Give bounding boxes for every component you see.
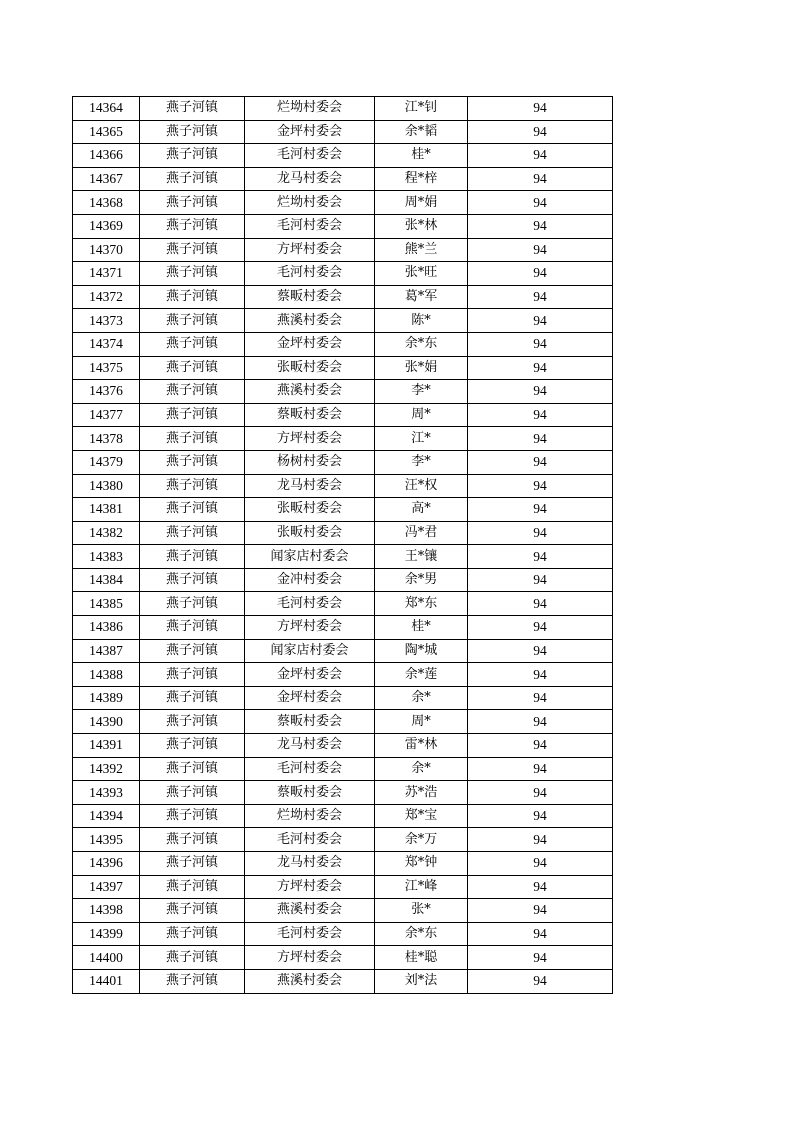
town-cell: 燕子河镇: [140, 663, 245, 687]
score-cell: 94: [468, 686, 613, 710]
person-name-cell: 郑*钟: [375, 852, 468, 876]
person-name-cell: 张*林: [375, 214, 468, 238]
town-cell: 燕子河镇: [140, 852, 245, 876]
row-number-cell: 14371: [73, 262, 140, 286]
score-cell: 94: [468, 922, 613, 946]
village-committee-cell: 烂坳村委会: [245, 804, 375, 828]
score-cell: 94: [468, 450, 613, 474]
table-row: [73, 403, 613, 427]
town-cell: 燕子河镇: [140, 474, 245, 498]
score-cell: 94: [468, 356, 613, 380]
table-row: [73, 167, 613, 191]
person-name-cell: 张*: [375, 899, 468, 923]
town-cell: 燕子河镇: [140, 781, 245, 805]
person-name-cell: 冯*君: [375, 521, 468, 545]
row-number-cell: 14395: [73, 828, 140, 852]
table-row: [73, 568, 613, 592]
person-name-cell: 余*男: [375, 568, 468, 592]
person-name-cell: 余*万: [375, 828, 468, 852]
row-number-cell: 14366: [73, 144, 140, 168]
town-cell: 燕子河镇: [140, 332, 245, 356]
row-number-cell: 14397: [73, 875, 140, 899]
village-committee-cell: 毛河村委会: [245, 592, 375, 616]
town-cell: 燕子河镇: [140, 238, 245, 262]
town-cell: 燕子河镇: [140, 97, 245, 121]
person-name-cell: 陈*: [375, 309, 468, 333]
village-committee-cell: 方坪村委会: [245, 875, 375, 899]
table-row: [73, 120, 613, 144]
score-cell: 94: [468, 852, 613, 876]
row-number-cell: 14372: [73, 285, 140, 309]
town-cell: 燕子河镇: [140, 875, 245, 899]
town-cell: 燕子河镇: [140, 144, 245, 168]
score-cell: 94: [468, 238, 613, 262]
person-name-cell: 江*: [375, 427, 468, 451]
person-name-cell: 李*: [375, 380, 468, 404]
village-committee-cell: 燕溪村委会: [245, 969, 375, 993]
village-committee-cell: 张畈村委会: [245, 521, 375, 545]
score-cell: 94: [468, 545, 613, 569]
score-cell: 94: [468, 734, 613, 758]
score-cell: 94: [468, 639, 613, 663]
table-row: [73, 686, 613, 710]
village-committee-cell: 毛河村委会: [245, 262, 375, 286]
table-row: [73, 144, 613, 168]
table-row: [73, 899, 613, 923]
table-row: [73, 875, 613, 899]
row-number-cell: 14370: [73, 238, 140, 262]
person-name-cell: 江*钊: [375, 97, 468, 121]
village-committee-cell: 龙马村委会: [245, 852, 375, 876]
row-number-cell: 14396: [73, 852, 140, 876]
village-committee-cell: 方坪村委会: [245, 946, 375, 970]
row-number-cell: 14377: [73, 403, 140, 427]
person-name-cell: 苏*浩: [375, 781, 468, 805]
town-cell: 燕子河镇: [140, 498, 245, 522]
table-row: [73, 356, 613, 380]
village-committee-cell: 金坪村委会: [245, 686, 375, 710]
village-committee-cell: 龙马村委会: [245, 474, 375, 498]
row-number-cell: 14365: [73, 120, 140, 144]
person-name-cell: 熊*兰: [375, 238, 468, 262]
town-cell: 燕子河镇: [140, 639, 245, 663]
table-row: [73, 781, 613, 805]
row-number-cell: 14398: [73, 899, 140, 923]
row-number-cell: 14385: [73, 592, 140, 616]
village-committee-cell: 方坪村委会: [245, 427, 375, 451]
score-cell: 94: [468, 332, 613, 356]
score-cell: 94: [468, 97, 613, 121]
table-row: [73, 521, 613, 545]
person-name-cell: 陶*城: [375, 639, 468, 663]
row-number-cell: 14383: [73, 545, 140, 569]
table-row: [73, 922, 613, 946]
village-committee-cell: 蔡畈村委会: [245, 285, 375, 309]
row-number-cell: 14384: [73, 568, 140, 592]
village-committee-cell: 金坪村委会: [245, 332, 375, 356]
table-row: [73, 969, 613, 993]
village-committee-cell: 龙马村委会: [245, 167, 375, 191]
table-row: [73, 214, 613, 238]
score-cell: 94: [468, 285, 613, 309]
town-cell: 燕子河镇: [140, 899, 245, 923]
table-row: [73, 238, 613, 262]
village-committee-cell: 毛河村委会: [245, 144, 375, 168]
score-cell: 94: [468, 474, 613, 498]
town-cell: 燕子河镇: [140, 167, 245, 191]
table-row: [73, 427, 613, 451]
score-cell: 94: [468, 144, 613, 168]
score-cell: 94: [468, 804, 613, 828]
person-name-cell: 郑*宝: [375, 804, 468, 828]
table-row: [73, 97, 613, 121]
score-cell: 94: [468, 616, 613, 640]
row-number-cell: 14369: [73, 214, 140, 238]
town-cell: 燕子河镇: [140, 568, 245, 592]
score-cell: 94: [468, 592, 613, 616]
village-committee-cell: 毛河村委会: [245, 757, 375, 781]
town-cell: 燕子河镇: [140, 804, 245, 828]
table-row: [73, 191, 613, 215]
town-cell: 燕子河镇: [140, 120, 245, 144]
score-cell: 94: [468, 946, 613, 970]
town-cell: 燕子河镇: [140, 545, 245, 569]
score-cell: 94: [468, 521, 613, 545]
person-name-cell: 刘*法: [375, 969, 468, 993]
table-row: [73, 450, 613, 474]
table-row: [73, 332, 613, 356]
table-row: [73, 639, 613, 663]
person-name-cell: 余*韬: [375, 120, 468, 144]
village-committee-cell: 毛河村委会: [245, 214, 375, 238]
person-name-cell: 周*: [375, 710, 468, 734]
table-row: [73, 946, 613, 970]
person-name-cell: 余*莲: [375, 663, 468, 687]
roster-table: [72, 96, 613, 994]
village-committee-cell: 蔡畈村委会: [245, 403, 375, 427]
table-row: [73, 285, 613, 309]
score-cell: 94: [468, 191, 613, 215]
score-cell: 94: [468, 781, 613, 805]
town-cell: 燕子河镇: [140, 403, 245, 427]
town-cell: 燕子河镇: [140, 380, 245, 404]
village-committee-cell: 毛河村委会: [245, 922, 375, 946]
table-row: [73, 757, 613, 781]
row-number-cell: 14388: [73, 663, 140, 687]
score-cell: 94: [468, 757, 613, 781]
town-cell: 燕子河镇: [140, 710, 245, 734]
score-cell: 94: [468, 380, 613, 404]
village-committee-cell: 方坪村委会: [245, 238, 375, 262]
person-name-cell: 周*: [375, 403, 468, 427]
row-number-cell: 14373: [73, 309, 140, 333]
town-cell: 燕子河镇: [140, 828, 245, 852]
row-number-cell: 14379: [73, 450, 140, 474]
row-number-cell: 14389: [73, 686, 140, 710]
town-cell: 燕子河镇: [140, 214, 245, 238]
person-name-cell: 高*: [375, 498, 468, 522]
row-number-cell: 14374: [73, 332, 140, 356]
row-number-cell: 14364: [73, 97, 140, 121]
person-name-cell: 余*东: [375, 922, 468, 946]
village-committee-cell: 金冲村委会: [245, 568, 375, 592]
person-name-cell: 张*旺: [375, 262, 468, 286]
table-row: [73, 592, 613, 616]
table-row: [73, 616, 613, 640]
row-number-cell: 14399: [73, 922, 140, 946]
score-cell: 94: [468, 403, 613, 427]
village-committee-cell: 烂坳村委会: [245, 97, 375, 121]
row-number-cell: 14400: [73, 946, 140, 970]
row-number-cell: 14381: [73, 498, 140, 522]
row-number-cell: 14392: [73, 757, 140, 781]
person-name-cell: 余*: [375, 686, 468, 710]
score-cell: 94: [468, 498, 613, 522]
table-row: [73, 498, 613, 522]
row-number-cell: 14394: [73, 804, 140, 828]
score-cell: 94: [468, 828, 613, 852]
village-committee-cell: 闻家店村委会: [245, 545, 375, 569]
table-row: [73, 828, 613, 852]
score-cell: 94: [468, 214, 613, 238]
village-committee-cell: 蔡畈村委会: [245, 781, 375, 805]
village-committee-cell: 金坪村委会: [245, 663, 375, 687]
score-cell: 94: [468, 568, 613, 592]
town-cell: 燕子河镇: [140, 191, 245, 215]
village-committee-cell: 龙马村委会: [245, 734, 375, 758]
town-cell: 燕子河镇: [140, 450, 245, 474]
table-row: [73, 309, 613, 333]
table-row: [73, 663, 613, 687]
row-number-cell: 14376: [73, 380, 140, 404]
village-committee-cell: 燕溪村委会: [245, 899, 375, 923]
row-number-cell: 14401: [73, 969, 140, 993]
row-number-cell: 14387: [73, 639, 140, 663]
village-committee-cell: 蔡畈村委会: [245, 710, 375, 734]
town-cell: 燕子河镇: [140, 616, 245, 640]
town-cell: 燕子河镇: [140, 757, 245, 781]
table-row: [73, 710, 613, 734]
town-cell: 燕子河镇: [140, 356, 245, 380]
row-number-cell: 14375: [73, 356, 140, 380]
town-cell: 燕子河镇: [140, 521, 245, 545]
score-cell: 94: [468, 120, 613, 144]
village-committee-cell: 毛河村委会: [245, 828, 375, 852]
table-row: [73, 852, 613, 876]
person-name-cell: 余*东: [375, 332, 468, 356]
table-row: [73, 734, 613, 758]
row-number-cell: 14391: [73, 734, 140, 758]
table-row: [73, 474, 613, 498]
town-cell: 燕子河镇: [140, 922, 245, 946]
person-name-cell: 程*梓: [375, 167, 468, 191]
person-name-cell: 余*: [375, 757, 468, 781]
row-number-cell: 14368: [73, 191, 140, 215]
person-name-cell: 郑*东: [375, 592, 468, 616]
row-number-cell: 14393: [73, 781, 140, 805]
village-committee-cell: 张畈村委会: [245, 356, 375, 380]
row-number-cell: 14390: [73, 710, 140, 734]
row-number-cell: 14378: [73, 427, 140, 451]
score-cell: 94: [468, 875, 613, 899]
score-cell: 94: [468, 663, 613, 687]
village-committee-cell: 闻家店村委会: [245, 639, 375, 663]
town-cell: 燕子河镇: [140, 592, 245, 616]
town-cell: 燕子河镇: [140, 285, 245, 309]
person-name-cell: 王*镶: [375, 545, 468, 569]
table-row: [73, 380, 613, 404]
table-row: [73, 262, 613, 286]
village-committee-cell: 杨树村委会: [245, 450, 375, 474]
score-cell: 94: [468, 427, 613, 451]
table-row: [73, 804, 613, 828]
town-cell: 燕子河镇: [140, 946, 245, 970]
town-cell: 燕子河镇: [140, 686, 245, 710]
person-name-cell: 周*娟: [375, 191, 468, 215]
score-cell: 94: [468, 899, 613, 923]
town-cell: 燕子河镇: [140, 734, 245, 758]
person-name-cell: 汪*权: [375, 474, 468, 498]
person-name-cell: 江*峰: [375, 875, 468, 899]
person-name-cell: 雷*林: [375, 734, 468, 758]
village-committee-cell: 燕溪村委会: [245, 380, 375, 404]
village-committee-cell: 烂坳村委会: [245, 191, 375, 215]
village-committee-cell: 方坪村委会: [245, 616, 375, 640]
score-cell: 94: [468, 710, 613, 734]
person-name-cell: 张*娟: [375, 356, 468, 380]
person-name-cell: 李*: [375, 450, 468, 474]
score-cell: 94: [468, 167, 613, 191]
score-cell: 94: [468, 262, 613, 286]
village-committee-cell: 金坪村委会: [245, 120, 375, 144]
row-number-cell: 14380: [73, 474, 140, 498]
town-cell: 燕子河镇: [140, 309, 245, 333]
table-row: [73, 545, 613, 569]
person-name-cell: 桂*聪: [375, 946, 468, 970]
score-cell: 94: [468, 309, 613, 333]
town-cell: 燕子河镇: [140, 262, 245, 286]
village-committee-cell: 燕溪村委会: [245, 309, 375, 333]
village-committee-cell: 张畈村委会: [245, 498, 375, 522]
town-cell: 燕子河镇: [140, 969, 245, 993]
roster-table-body: [73, 97, 613, 994]
row-number-cell: 14382: [73, 521, 140, 545]
town-cell: 燕子河镇: [140, 427, 245, 451]
person-name-cell: 桂*: [375, 144, 468, 168]
row-number-cell: 14386: [73, 616, 140, 640]
person-name-cell: 桂*: [375, 616, 468, 640]
person-name-cell: 葛*军: [375, 285, 468, 309]
score-cell: 94: [468, 969, 613, 993]
row-number-cell: 14367: [73, 167, 140, 191]
